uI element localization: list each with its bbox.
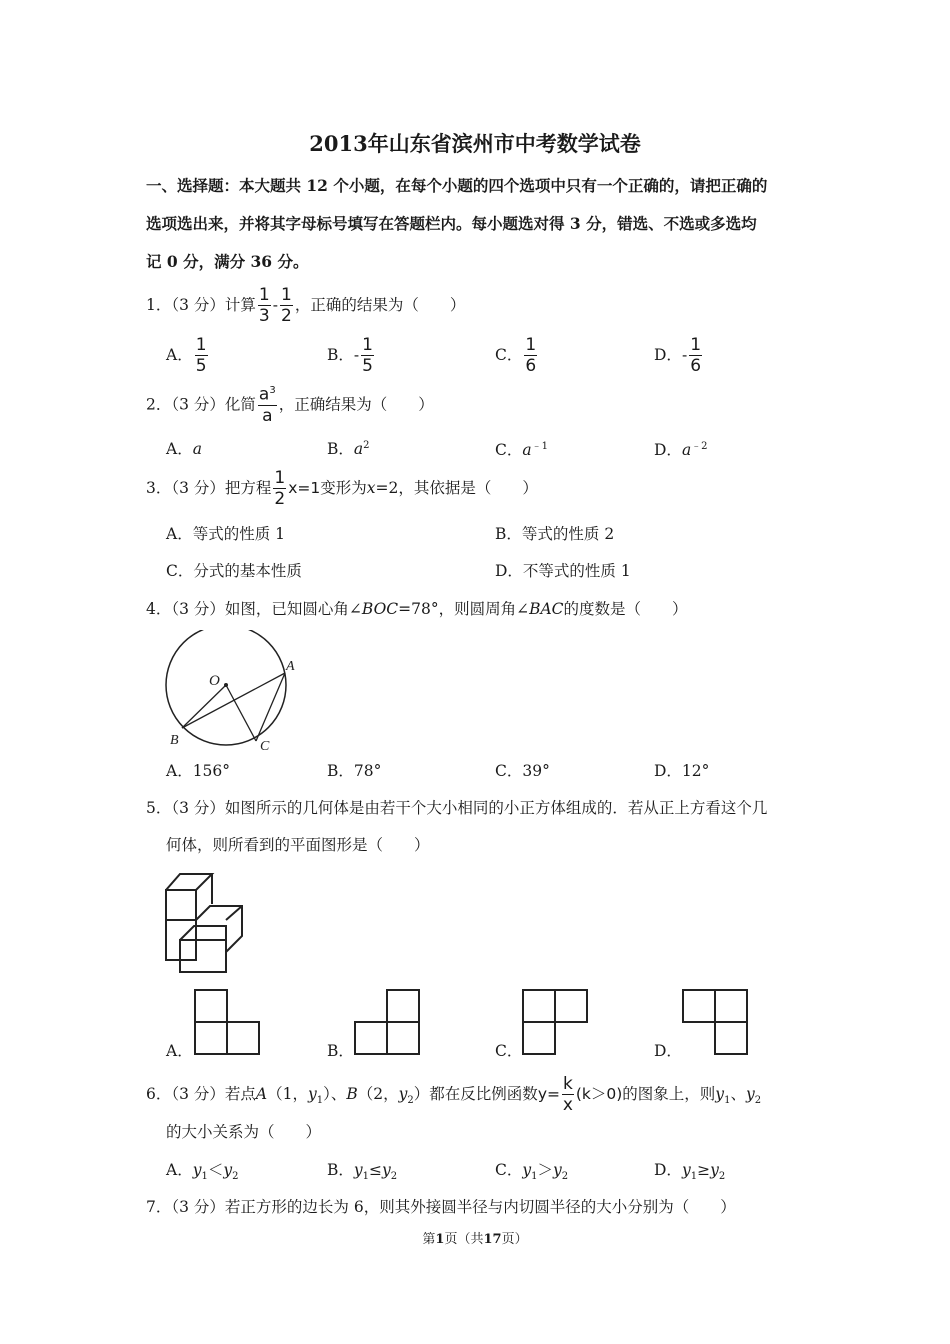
question-1: 1．（3 分）计算 $\frac{1}{3}$ - $\frac{1}{2}$ ，正确的结果为（ ） bbox=[146, 285, 466, 326]
question-1-stem: 1．（3 分）计算 bbox=[146, 296, 256, 314]
q2-option-a[interactable]: A．a bbox=[166, 440, 202, 458]
q5-option-b-label[interactable]: B． bbox=[327, 1042, 354, 1060]
question-5-line-1: 5．（3 分）如图所示的几何体是由若干个大小相同的小正方体组成的．若从正上方看这个几 bbox=[146, 799, 768, 817]
q1-option-a[interactable]: A． $\frac{1}{5}$ bbox=[166, 335, 207, 376]
label-b: B bbox=[170, 733, 179, 748]
fraction: $\frac{k}{x}$ bbox=[562, 1074, 573, 1115]
q4-option-d[interactable]: D．12° bbox=[654, 762, 710, 780]
label-a: A bbox=[286, 659, 295, 674]
q4-option-b[interactable]: B．78° bbox=[327, 762, 382, 780]
question-7: 7．（3 分）若正方形的边长为 6，则其外接圆半径与内切圆半径的大小分别为（ ） bbox=[146, 1198, 736, 1216]
page-number: 1 bbox=[435, 1232, 445, 1247]
question-6: 6．（3 分）若点A（1，$y_1$）、B（2，$y_2$）都在反比例函数y= $\frac{k}{x}$ (k＞0)的图象上，则$y_1$、$y_2$ bbox=[146, 1074, 762, 1115]
q2-option-d[interactable]: D．$a^{﹣2}$ bbox=[654, 441, 708, 460]
q3-option-b[interactable]: B．等式的性质 2 bbox=[495, 525, 615, 543]
question-2: 2．（3 分）化简 $\frac{a^3}{a}$ ，正确结果为（ ） bbox=[146, 384, 434, 426]
q5-option-a-label[interactable]: A． bbox=[166, 1042, 193, 1060]
q3-option-c[interactable]: C．分式的基本性质 bbox=[166, 562, 302, 580]
section-intro-line-3: 记 0 分，满分 36 分。 bbox=[146, 252, 309, 271]
cube-stack-figure bbox=[160, 868, 250, 978]
q3-option-d[interactable]: D．不等式的性质 1 bbox=[495, 562, 631, 580]
page-title: 2013年山东省滨州市中考数学试卷 bbox=[309, 131, 641, 156]
page-footer: 第1页（共17页） bbox=[422, 1232, 528, 1247]
page-total: 17 bbox=[483, 1232, 502, 1247]
q6-option-d[interactable]: D．$y_1\ge y_2$ bbox=[654, 1161, 726, 1183]
label-c: C bbox=[260, 739, 270, 754]
question-3-stem: 3．（3 分）把方程 bbox=[146, 479, 272, 497]
q6-option-a[interactable]: A．$y_1<y_2$ bbox=[166, 1161, 239, 1183]
fraction: $\frac{a^3}{a}$ bbox=[258, 384, 276, 426]
q5-option-d-label[interactable]: D． bbox=[654, 1042, 682, 1060]
question-4: 4．（3 分）如图，已知圆心角∠BOC=78°，则圆周角∠BAC的度数是（ ） bbox=[146, 600, 688, 618]
q2-option-c[interactable]: C．$a^{﹣1}$ bbox=[495, 441, 548, 460]
fraction: $\frac{1}{3}$ bbox=[258, 285, 270, 326]
q5-option-c-label[interactable]: C． bbox=[495, 1042, 523, 1060]
q6-option-c[interactable]: C．$y_1>y_2$ bbox=[495, 1161, 569, 1183]
question-6-line-2: 的大小关系为（ ） bbox=[166, 1123, 322, 1141]
section-intro-line-2: 选项选出来，并将其字母标号填写在答题栏内。每小题选对得 3 分，错选、不选或多选均 bbox=[146, 214, 757, 233]
q1-option-c[interactable]: C． $\frac{1}{6}$ bbox=[495, 335, 537, 376]
circle-angle-figure bbox=[160, 630, 310, 754]
q1-option-d[interactable]: D．- $\frac{1}{6}$ bbox=[654, 335, 702, 376]
q4-option-c[interactable]: C．39° bbox=[495, 762, 550, 780]
q2-option-b[interactable]: B．$a^2$ bbox=[327, 439, 370, 458]
fraction: $\frac{1}{2}$ bbox=[274, 468, 286, 509]
question-2-stem: 2．（3 分）化简 bbox=[146, 395, 256, 414]
fraction: $\frac{1}{2}$ bbox=[280, 285, 292, 326]
q3-option-a[interactable]: A．等式的性质 1 bbox=[166, 525, 285, 543]
question-5-line-2: 何体，则所看到的平面图形是（ ） bbox=[166, 836, 430, 854]
q6-option-b[interactable]: B．$y_1\le y_2$ bbox=[327, 1161, 398, 1183]
q4-option-a[interactable]: A．156° bbox=[166, 762, 231, 780]
question-3: 3．（3 分）把方程 $\frac{1}{2}$ x=1变形为x=2，其依据是（ ） bbox=[146, 468, 538, 509]
q1-option-b[interactable]: B．- $\frac{1}{5}$ bbox=[327, 335, 373, 376]
section-intro-line-1: 一、选择题：本大题共 12 个小题，在每个小题的四个选项中只有一个正确的，请把正确的 bbox=[146, 176, 768, 195]
label-o: O bbox=[209, 673, 220, 689]
